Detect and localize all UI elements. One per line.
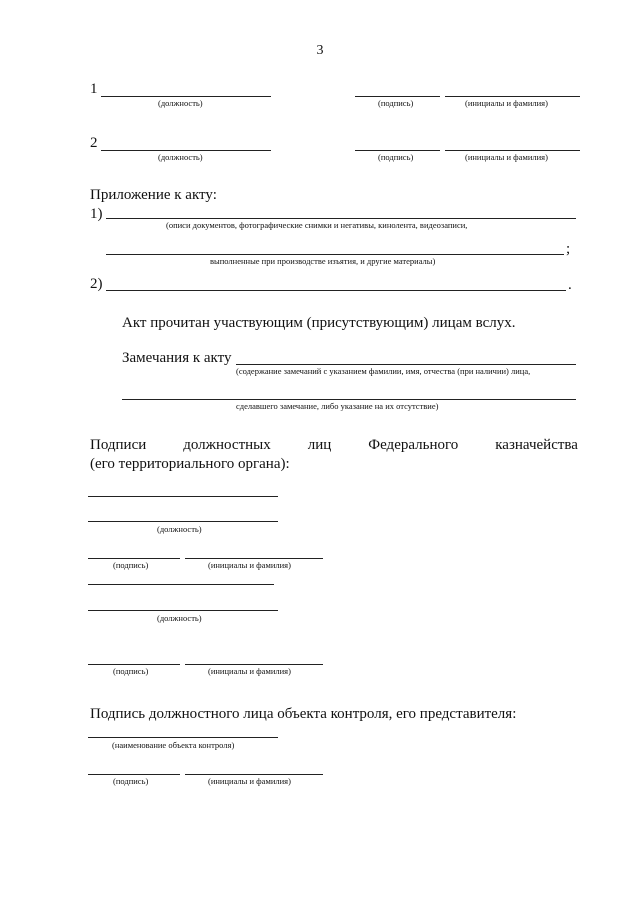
signer-2-number: 2	[90, 135, 98, 151]
treasury-heading-word-1: Подписи	[90, 437, 147, 453]
treasury-1-position-line	[88, 521, 278, 522]
page-number: 3	[316, 43, 324, 58]
appendix-item-1-label: 1)	[90, 206, 103, 222]
treasury-1-name-caption: (инициалы и фамилия)	[208, 560, 291, 570]
signer-1-position-caption: (должность)	[158, 98, 203, 108]
signer-2-position-caption: (должность)	[158, 152, 203, 162]
signer-1-signature-caption: (подпись)	[378, 98, 414, 108]
treasury-1-position-caption: (должность)	[157, 524, 202, 534]
control-object-person-line	[185, 774, 323, 775]
signer-2-name-caption: (инициалы и фамилия)	[465, 152, 548, 162]
remarks-label: Замечания к акту	[122, 350, 232, 366]
treasury-1-name-line	[185, 558, 323, 559]
control-object-name-line	[88, 737, 278, 738]
treasury-heading-line-2: (его территориального органа):	[90, 456, 290, 472]
control-object-heading: Подпись должностного лица объекта контроля, его представителя:	[90, 706, 517, 722]
signer-1-position-line	[101, 96, 271, 97]
appendix-title: Приложение к акту:	[90, 187, 217, 203]
appendix-item-1-caption-b: выполненные при производстве изъятия, и другие материалы)	[210, 256, 436, 266]
signer-1-name-line	[445, 96, 580, 97]
treasury-1-signature-caption: (подпись)	[113, 560, 149, 570]
treasury-1-signature-line	[88, 558, 180, 559]
remarks-caption-a: (содержание замечаний с указанием фамилии, имя, отчества (при наличии) лица,	[236, 366, 531, 376]
appendix-item-2-label: 2)	[90, 276, 103, 292]
control-object-signature-caption: (подпись)	[113, 776, 149, 786]
treasury-2-extra-line	[88, 584, 274, 585]
signer-2-signature-caption: (подпись)	[378, 152, 414, 162]
remarks-caption-b: сделавшего замечание, либо указание на их отсутствие)	[236, 401, 439, 411]
signer-2-signature-line	[355, 150, 440, 151]
treasury-2-name-line	[185, 664, 323, 665]
appendix-item-2-end: .	[568, 277, 572, 293]
appendix-item-1-line-2	[106, 254, 564, 255]
control-object-person-caption: (инициалы и фамилия)	[208, 776, 291, 786]
treasury-heading	[90, 436, 578, 454]
appendix-item-1-line	[106, 218, 576, 219]
treasury-2-position-line	[88, 610, 278, 611]
treasury-heading-word-3: лиц	[307, 437, 332, 453]
treasury-1-extra-line	[88, 496, 278, 497]
treasury-heading-word-4: Федерального	[368, 437, 459, 453]
treasury-2-signature-caption: (подпись)	[113, 666, 149, 676]
treasury-heading-word-2: должностных	[183, 437, 271, 453]
control-object-name-caption: (наименование объекта контроля)	[112, 740, 235, 750]
appendix-item-1-caption-a: (описи документов, фотографические снимки и негативы, кинолента, видеозаписи,	[166, 220, 468, 230]
treasury-2-position-caption: (должность)	[157, 613, 202, 623]
signer-1-name-caption: (инициалы и фамилия)	[465, 98, 548, 108]
control-object-signature-line	[88, 774, 180, 775]
signer-1-signature-line	[355, 96, 440, 97]
remarks-line-1	[236, 364, 576, 365]
signer-2-name-line	[445, 150, 580, 151]
appendix-item-1-end: ;	[566, 241, 571, 257]
treasury-heading-word-5: казначейства	[495, 437, 578, 453]
remarks-line-2	[122, 399, 576, 400]
signer-2-position-line	[101, 150, 271, 151]
read-statement: Акт прочитан участвующим (присутствующим) лицам вслух.	[122, 315, 516, 331]
treasury-2-name-caption: (инициалы и фамилия)	[208, 666, 291, 676]
appendix-item-2-line	[106, 290, 566, 291]
treasury-2-signature-line	[88, 664, 180, 665]
signer-1-number: 1	[90, 81, 98, 97]
